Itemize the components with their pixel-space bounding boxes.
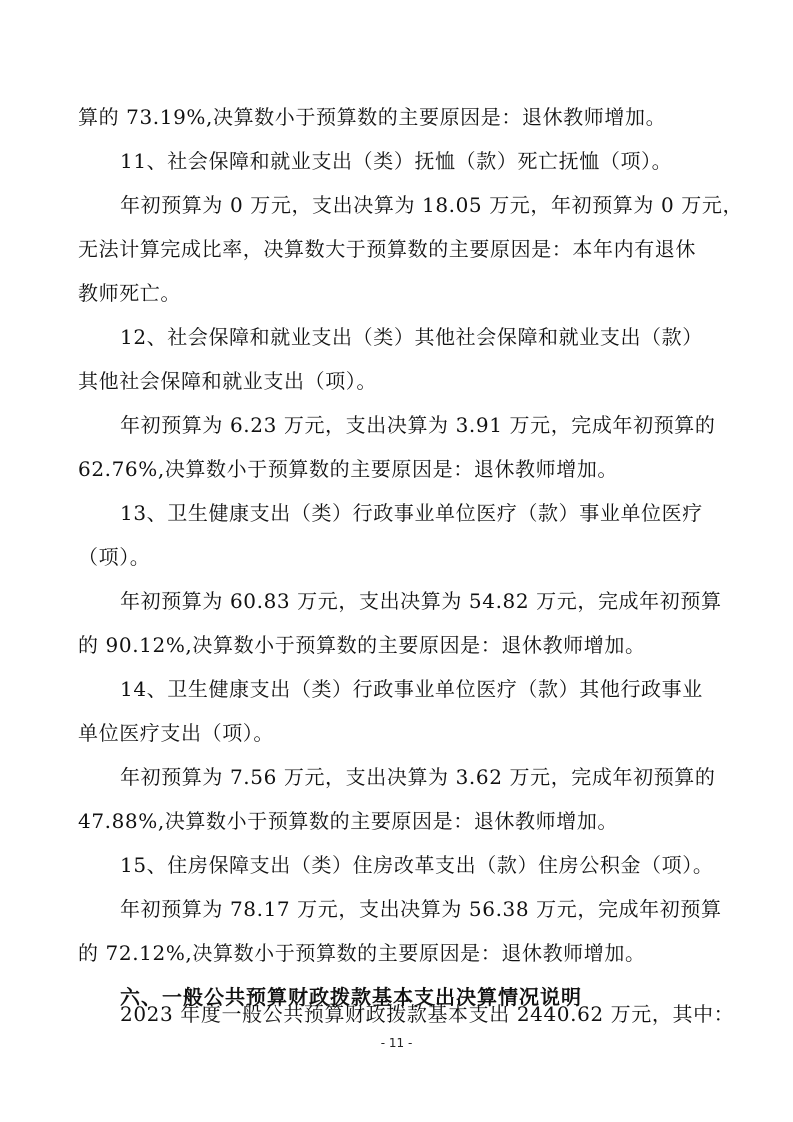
text-line: 年初预算为 78.17 万元，支出决算为 56.38 万元，完成年初预算	[120, 897, 722, 921]
item-15-title: 15、住房保障支出（类）住房改革支出（款）住房公积金（项）。	[120, 853, 714, 877]
text-line: 的 90.12%,决算数小于预算数的主要原因是：退休教师增加。	[78, 633, 646, 657]
text-line: 的 72.12%,决算数小于预算数的主要原因是：退休教师增加。	[78, 941, 646, 965]
text-line: （项）。	[78, 545, 151, 569]
item-14-title: 14、卫生健康支出（类）行政事业单位医疗（款）其他行政事业	[120, 677, 703, 701]
page-number: - 11 -	[380, 1036, 413, 1050]
text-line: 其他社会保障和就业支出（项）。	[78, 369, 377, 393]
text-line: 无法计算完成比率，决算数大于预算数的主要原因是：本年内有退休	[78, 237, 696, 261]
text-line: 年初预算为 0 万元，支出决算为 18.05 万元，年初预算为 0 万元，	[120, 193, 744, 217]
text-line: 年初预算为 6.23 万元，支出决算为 3.91 万元，完成年初预算的	[120, 413, 716, 437]
text-line: 年初预算为 7.56 万元，支出决算为 3.62 万元，完成年初预算的	[120, 765, 716, 789]
item-12-title: 12、社会保障和就业支出（类）其他社会保障和就业支出（款）	[120, 325, 703, 349]
text-line: 教师死亡。	[78, 281, 181, 305]
item-11-title: 11、社会保障和就业支出（类）抚恤（款）死亡抚恤（项）。	[120, 149, 673, 173]
text-line: 47.88%,决算数小于预算数的主要原因是：退休教师增加。	[78, 809, 619, 833]
text-line: 单位医疗支出（项）。	[78, 721, 274, 745]
text-line: 年初预算为 60.83 万元，支出决算为 54.82 万元，完成年初预算	[120, 589, 722, 613]
text-line: 62.76%,决算数小于预算数的主要原因是：退休教师增加。	[78, 457, 619, 481]
text-line: 2023 年度一般公共预算财政拨款基本支出 2440.62 万元，其中：	[120, 1002, 735, 1026]
item-13-title: 13、卫生健康支出（类）行政事业单位医疗（款）事业单位医疗	[120, 501, 703, 525]
section-heading: 六、一般公共预算财政拨款基本支出决算情况说明	[120, 985, 582, 1009]
text-line: 算的 73.19%,决算数小于预算数的主要原因是：退休教师增加。	[78, 105, 667, 129]
